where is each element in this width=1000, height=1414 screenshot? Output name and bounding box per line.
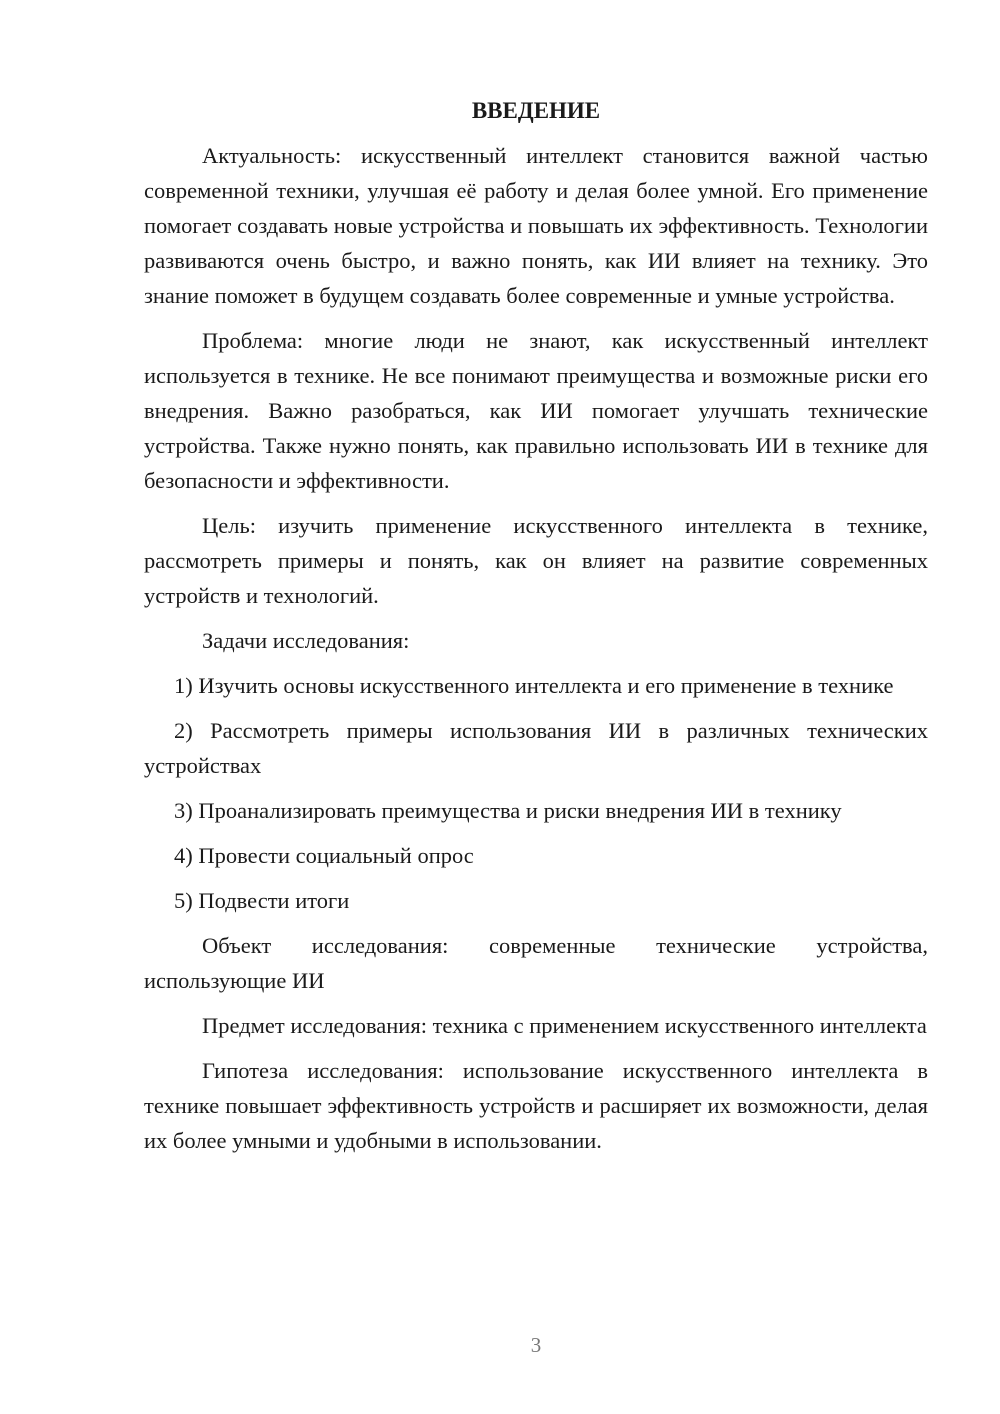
list-item: 3) Проанализировать преимущества и риски внедрения ИИ в технику [174, 798, 842, 823]
list-item: 2) Рассмотреть примеры использования ИИ в различных технических устройствах [144, 718, 928, 778]
goal-paragraph: Цель: изучить применение искусственного интеллекта в технике, рассмотреть примеры и понять, как он влияет на развитие современных устройств и технологий. [144, 513, 928, 608]
problem-paragraph: Проблема: многие люди не знают, как искусственный интеллект используется в технике. Не все понимают преимущества и возможные риски его внедрения. Важно разобраться, как ИИ помогает улучшать технические устройства. Также нужно понять, как правильно использовать ИИ в технике для безопасности и эффективности. [144, 328, 928, 493]
list-item: 5) Подвести итоги [174, 888, 350, 913]
subject-paragraph: Предмет исследования: техника с применением искусственного интеллекта [202, 1013, 927, 1038]
page-content [144, 96, 928, 1168]
list-item: 4) Провести социальный опрос [174, 843, 474, 868]
page-number: 3 [530, 1333, 542, 1357]
page-title: ВВЕДЕНИЕ [471, 98, 601, 123]
list-item: 1) Изучить основы искусственного интеллекта и его применение в технике [174, 673, 894, 698]
relevance-paragraph: Актуальность: искусственный интеллект становится важной частью современной техники, улучшая её работу и делая более умной. Его применение помогает создавать новые устройства и повышать их эффективность. Технологии развиваются очень быстро, и важно понять, как ИИ влияет на технику. Это знание поможет в будущем создавать более современные и умные устройства. [144, 143, 928, 308]
hypothesis-paragraph: Гипотеза исследования: использование искусственного интеллекта в технике повышает эффективность устройств и расширяет их возможности, делая их более умными и удобными в использовании. [144, 1058, 928, 1153]
tasks-heading: Задачи исследования: [202, 628, 410, 653]
object-paragraph: Объект исследования: современные технические устройства, использующие ИИ [144, 933, 928, 993]
tasks-list [144, 668, 928, 918]
